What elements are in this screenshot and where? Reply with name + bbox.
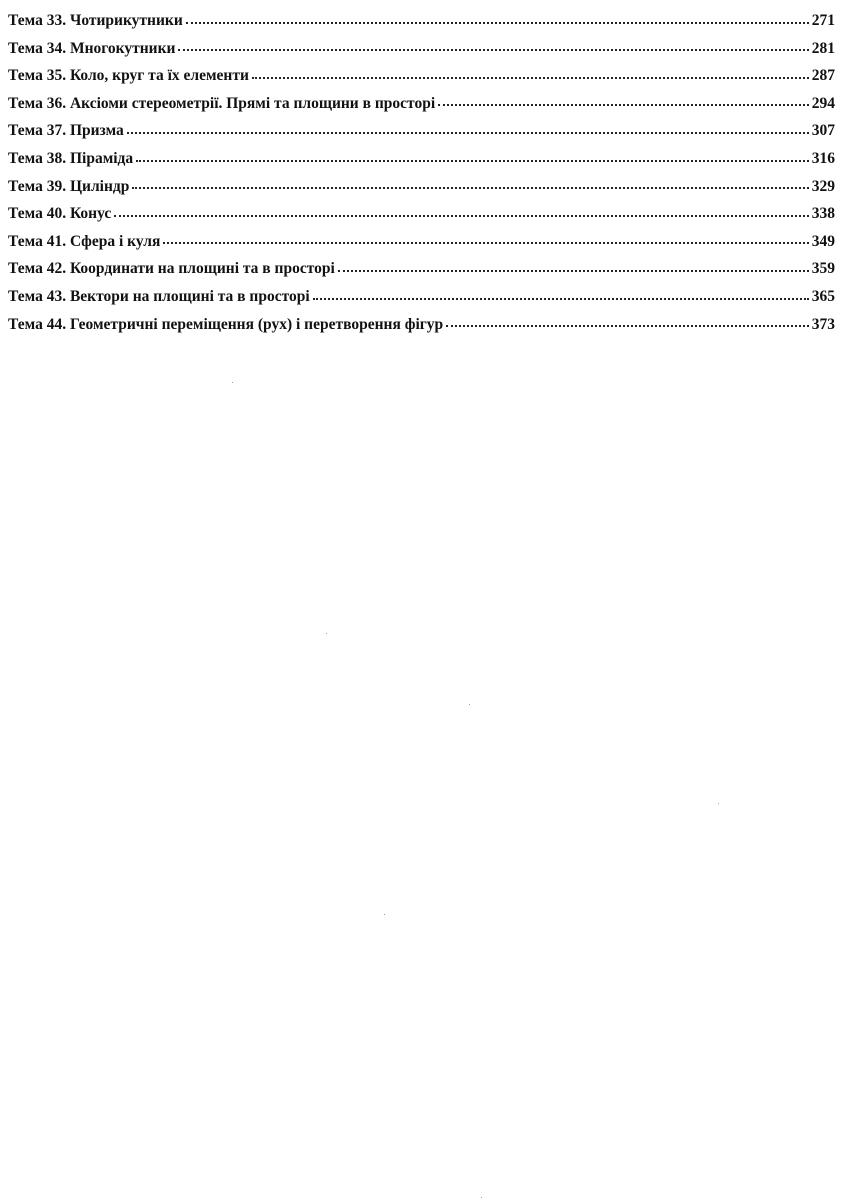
toc-entry-title: Тема 43. Вектори на площині та в просторі [8, 287, 310, 305]
toc-entry-43 [8, 283, 835, 311]
toc-entry-page: 294 [811, 94, 835, 112]
toc-dot-leader [132, 187, 808, 189]
toc-entry-page: 316 [811, 149, 835, 167]
toc-entry-37 [8, 117, 835, 145]
toc-entry-title: Тема 38. Піраміда [8, 149, 134, 167]
toc-entry-page: 365 [811, 287, 835, 305]
toc-entry-35 [8, 62, 835, 90]
table-of-contents [8, 7, 835, 338]
toc-entry-40 [8, 200, 835, 228]
toc-entry-title: Тема 35. Коло, круг та їх елементи [8, 67, 249, 85]
toc-dot-leader [313, 298, 809, 300]
scan-speck [384, 914, 385, 915]
toc-entry-38 [8, 145, 835, 173]
scan-speck [469, 704, 470, 705]
toc-entry-44 [8, 311, 835, 339]
toc-entry-39 [8, 173, 835, 201]
toc-dot-leader [438, 104, 809, 106]
toc-dot-leader [338, 270, 809, 272]
toc-entry-title: Тема 39. Циліндр [8, 177, 130, 195]
toc-entry-page: 373 [811, 315, 835, 333]
toc-entry-page: 287 [811, 67, 835, 85]
toc-entry-title: Тема 41. Сфера і куля [8, 232, 161, 250]
toc-dot-leader [114, 215, 808, 217]
toc-entry-page: 338 [811, 205, 835, 223]
toc-entry-page: 271 [811, 12, 835, 29]
toc-dot-leader [136, 160, 809, 162]
toc-dot-leader [252, 77, 809, 79]
scan-speck [232, 382, 233, 383]
toc-entry-41 [8, 228, 835, 256]
toc-entry-title: Тема 34. Многокутники [8, 39, 176, 57]
toc-entry-36 [8, 90, 835, 118]
toc-entry-page: 359 [811, 260, 835, 278]
toc-dot-leader [178, 49, 808, 51]
toc-entry-page: 307 [811, 122, 835, 140]
toc-entry-33 [8, 7, 835, 35]
scan-speck [326, 633, 327, 634]
toc-entry-34 [8, 35, 835, 63]
toc-dot-leader [446, 325, 809, 327]
scan-speck [718, 803, 719, 804]
toc-entry-title: Тема 36. Аксіоми стереометрії. Прямі та площини в просторі [8, 94, 436, 112]
toc-entry-title: Тема 44. Геометричні переміщення (рух) і перетворення фігур [8, 315, 444, 333]
toc-entry-title: Тема 40. Конус [8, 205, 112, 223]
scan-speck [481, 1197, 482, 1198]
toc-entry-title: Тема 33. Чотирикутники [8, 12, 183, 29]
toc-entry-42 [8, 255, 835, 283]
toc-dot-leader [127, 132, 809, 134]
toc-entry-page: 349 [811, 232, 835, 250]
toc-dot-leader [186, 22, 809, 24]
toc-entry-page: 281 [811, 39, 835, 57]
toc-entry-title: Тема 37. Призма [8, 122, 124, 140]
toc-dot-leader [163, 242, 808, 244]
toc-entry-page: 329 [811, 177, 835, 195]
toc-entry-title: Тема 42. Координати на площині та в просторі [8, 260, 335, 278]
